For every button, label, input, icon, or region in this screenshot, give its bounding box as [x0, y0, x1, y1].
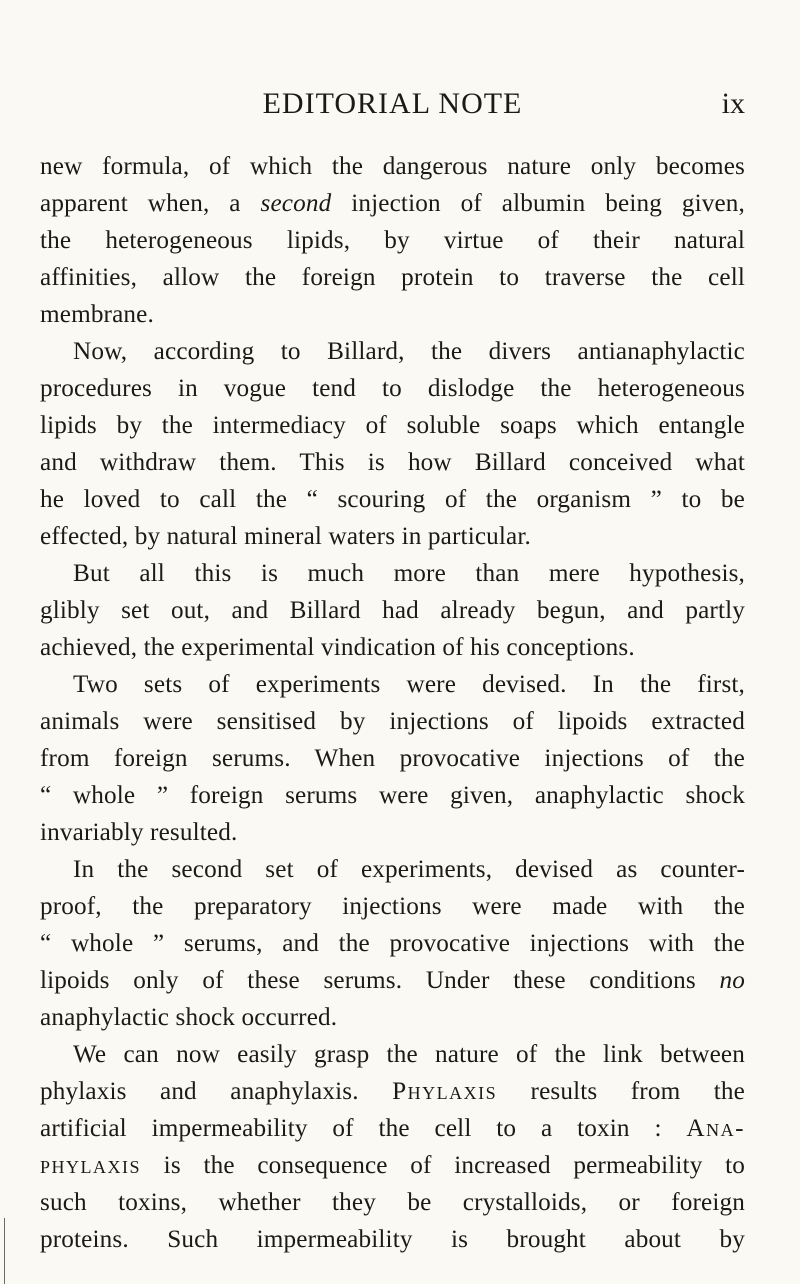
text-line: phylaxis and anaphylaxis. Phylaxis results from the: [40, 1078, 745, 1105]
paragraph-start: But all this is much more than mere hypothesis,: [73, 560, 745, 587]
scan-edge-line: [4, 1218, 5, 1284]
text-line: such toxins, whether they be crystalloids, or foreign: [40, 1189, 745, 1216]
text-line: he loved to call the “ scouring of the organism ” to be: [40, 486, 745, 513]
text-line: the heterogeneous lipids, by virtue of their natural: [40, 227, 745, 254]
text-line: membrane.: [40, 301, 154, 328]
paragraph-start: Now, according to Billard, the divers antianaphylactic: [73, 338, 745, 365]
emphasis: second: [260, 190, 332, 217]
text-line: achieved, the experimental vindication of his conceptions.: [40, 634, 635, 661]
text-line: lipids by the intermediacy of soluble soaps which entangle: [40, 412, 745, 439]
chapter-title: EDITORIAL NOTE: [262, 87, 523, 120]
text-line: procedures in vogue tend to dislodge the heterogeneous: [40, 375, 745, 402]
small-caps-term: Ana-: [686, 1115, 745, 1142]
small-caps-term: Phylaxis: [392, 1078, 498, 1105]
paragraph-start: Two sets of experiments were devised. In the first,: [73, 671, 745, 698]
text-line: “ whole ” serums, and the provocative injections with the: [40, 930, 745, 957]
text-line: apparent when, a second injection of albumin being given,: [40, 190, 745, 217]
text-line: lipoids only of these serums. Under these conditions no: [40, 967, 745, 994]
text-line: phylaxis is the consequence of increased permeability to: [40, 1152, 745, 1179]
body-text: [40, 148, 745, 1258]
text-line: “ whole ” foreign serums were given, anaphylactic shock: [40, 782, 745, 809]
text-line: affinities, allow the foreign protein to traverse the cell: [40, 264, 745, 291]
small-caps-term: phylaxis: [40, 1152, 142, 1179]
paragraph-start: We can now easily grasp the nature of the link between: [73, 1041, 745, 1068]
text-line: and withdraw them. This is how Billard conceived what: [40, 449, 745, 476]
text-line: from foreign serums. When provocative injections of the: [40, 745, 745, 772]
text-line: effected, by natural mineral waters in particular.: [40, 523, 531, 550]
emphasis: no: [719, 967, 745, 994]
text-line: invariably resulted.: [40, 819, 238, 846]
text-line: new formula, of which the dangerous nature only becomes: [40, 153, 745, 180]
text-line: artificial impermeability of the cell to a toxin : Ana-: [40, 1115, 745, 1142]
running-head: [40, 84, 745, 124]
text-line: animals were sensitised by injections of lipoids extracted: [40, 708, 745, 735]
text-line: proteins. Such impermeability is brought about by: [40, 1226, 745, 1253]
text-line: glibly set out, and Billard had already begun, and partly: [40, 597, 745, 624]
paragraph-start: In the second set of experiments, devised as counter-: [73, 856, 745, 883]
page-number: ix: [721, 87, 745, 120]
text-line: anaphylactic shock occurred.: [40, 1004, 338, 1031]
text-line: proof, the preparatory injections were made with the: [40, 893, 745, 920]
